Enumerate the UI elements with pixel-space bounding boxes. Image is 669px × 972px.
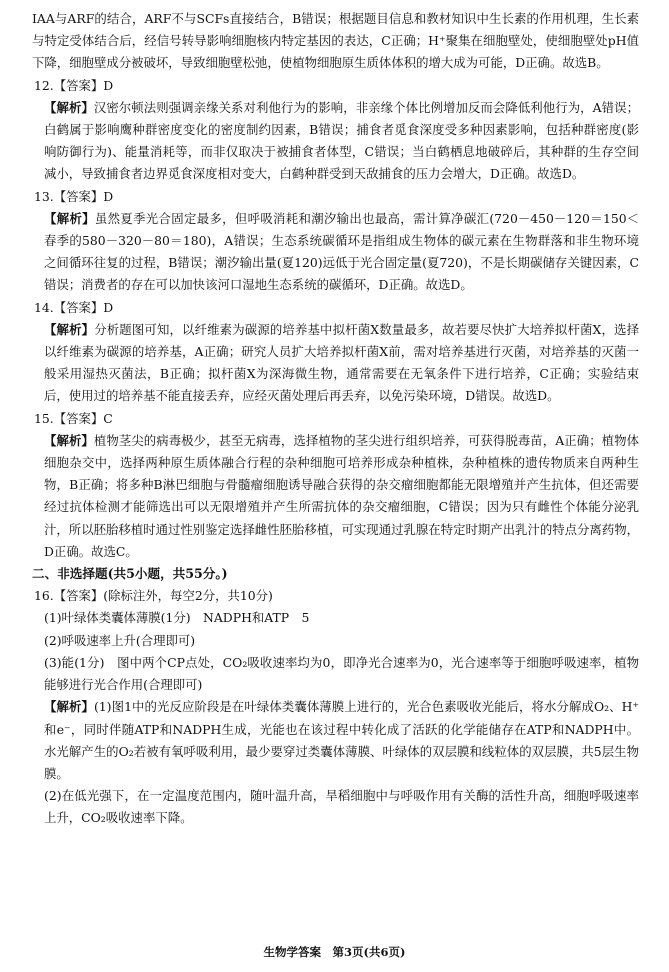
analysis-tag: 【解析】 bbox=[44, 210, 95, 226]
q16-answer-2: (2)呼吸速率上升(合理即可) bbox=[44, 632, 196, 648]
q14-explanation bbox=[32, 319, 639, 408]
q11-explanation-tail: IAA与ARF的结合，ARF不与SCFs直接结合，B错误；根据题目信息和教材知识中生长素的作用机理，生长素与特定受体结合后，经信号转导影响细胞核内特定基因的表达，C正确；H⁺聚集在细胞壁处，使细胞壁处pH值下降，细胞壁成分被破坏，导致细胞壁松弛，使植物细胞原生质体体积的增大成为可能，D正确。故选B。 bbox=[32, 11, 639, 71]
page-footer: 生物学答案 第3页(共6页) bbox=[263, 945, 406, 959]
section-heading: 二、非选择题(共5小题，共55分。) bbox=[32, 566, 228, 582]
q15-explanation-text: 植物茎尖的病毒极少，甚至无病毒，选择植物的茎尖进行组织培养，可获得脱毒苗，A正确；植物体细胞杂交中，选择两种原生质体融合行程的杂种细胞可培养形成杂种植株，杂种植株的遗传物质来自两种生物，B正确；将多种B淋巴细胞与骨髓瘤细胞诱导融合获得的杂交瘤细胞都能无限增殖并产生抗体，但还需要经过抗体检测才能筛选出可以无限增殖并产生所需抗体的杂交瘤细胞，C错误；因为只有雌性个体能分泌乳汁，所以胚胎移植时通过性别鉴定选择雌性胚胎移植，可实现通过乳腺在特定时期产出乳汁的特点分离药物，D正确。故选C。 bbox=[44, 432, 640, 559]
q16-explanation-2: (2)在低光强下，在一定温度范围内，随叶温升高，旱稻细胞中与呼吸作用有关酶的活性升高，细胞呼吸速率上升，CO₂吸收速率下降。 bbox=[44, 788, 639, 826]
q16-explanation-1 bbox=[32, 696, 639, 785]
q13-answer: 13.【答案】D bbox=[34, 188, 114, 204]
q12-explanation bbox=[32, 97, 639, 186]
q13-explanation-text: 虽然夏季光合固定最多，但呼吸消耗和潮汐输出也最高，需计算净碳汇(720－450－120＝150＜春季的580－320－80＝180)，A错误；生态系统碳循环是指组成生物体的碳元素在生物群落和非生物环境之间循环往复的过程，B错误；潮汐输出量(夏120)远低于光合固定量(夏720)，不是长期碳储存关键因素，C错误；消费者的存在可以加快该河口湿地生态系统的碳循环，D正确。故选D。 bbox=[44, 210, 640, 293]
q12-explanation-text: 汉密尔顿法则强调亲缘关系对利他行为的影响，非亲缘个体比例增加反而会降低利他行为，A错误；白鹤属于影响鹰种群密度变化的密度制约因素，B错误；捕食者觅食深度受多种因素影响，包括种群密度(影响防御行为)、能量消耗等，而非仅取决于被捕食者体型，C错误；当白鹤栖息地破碎后，其种群的生存空间减小，导致捕食者边界觅食深度相对变大，白鹤种群受到天敌捕食的压力会增大，D正确。故选D。 bbox=[44, 99, 640, 182]
analysis-tag: 【解析】 bbox=[44, 699, 94, 715]
q16-answer-3: (3)能(1分) 图中两个CP点处，CO₂吸收速率均为0，即净光合速率为0，光合速率等于细胞呼吸速率，植物能够进行光合作用(合理即可) bbox=[44, 654, 639, 693]
q13-explanation bbox=[32, 208, 639, 297]
q14-answer: 14.【答案】D bbox=[34, 299, 114, 315]
analysis-tag: 【解析】 bbox=[44, 432, 94, 448]
q15-answer: 15.【答案】C bbox=[34, 410, 113, 426]
q16-explanation-1-text: (1)图1中的光反应阶段是在叶绿体类囊体薄膜上进行的，光合色素吸收光能后，将水分解成O₂、H⁺和e⁻，同时伴随ATP和NADPH生成，光能也在该过程中转化成了活跃的化学能储存在ATP和NADPH中。水光解产生的O₂若被有氧呼吸利用，最少要穿过类囊体薄膜、叶绿体的双层膜和线粒体的双层膜，共5层生物膜。 bbox=[44, 699, 640, 781]
analysis-tag: 【解析】 bbox=[44, 321, 95, 337]
analysis-tag: 【解析】 bbox=[44, 99, 94, 115]
q14-explanation-text: 分析题图可知，以纤维素为碳源的培养基中拟杆菌X数量最多，故若要尽快扩大培养拟杆菌X，选择以纤维素为碳源的培养基，A正确；研究人员扩大培养拟杆菌X前，需对培养基进行灭菌，对培养基的灭菌一般采用湿热灭菌法，B正确；拟杆菌X为深海微生物，通常需要在无氧条件下进行培养，C正确；实验结束后，使用过的培养基不能直接丢弃，应经灭菌处理后再丢弃，以免污染环境，D错误。故选D。 bbox=[44, 321, 639, 404]
q16-answer: 16.【答案】(除标注外，每空2分，共10分) bbox=[34, 588, 273, 604]
q16-answer-1: (1)叶绿体类囊体薄膜(1分) NADPH和ATP 5 bbox=[44, 610, 310, 626]
q12-answer: 12.【答案】D bbox=[34, 77, 114, 93]
q15-explanation bbox=[32, 430, 639, 563]
